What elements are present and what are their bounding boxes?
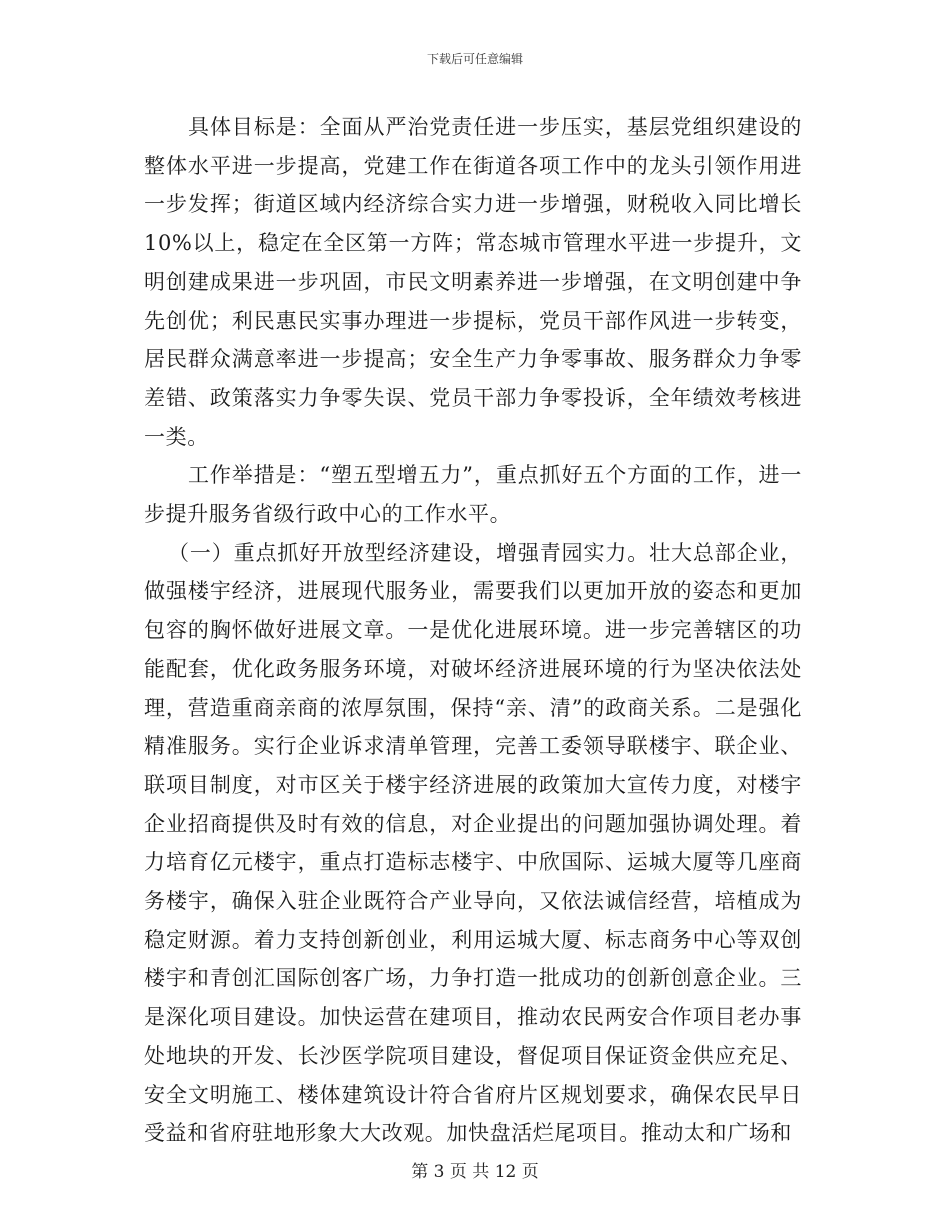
paragraph-measures: 工作举措是：“塑五型增五力”，重点抓好五个方面的工作，进一步提升服务省级行政中心的工作水平。: [144, 463, 802, 527]
paragraph-goals: 具体目标是：全面从严治党责任进一步压实，基层党组织建设的整体水平进一步提高，党建工作在街道各项工作中的龙头引领作用进一步发挥；街道区域内经济综合实力进一步增强，财税收入同比增长10%以上，稳定在全区第一方阵；常态城市管理水平进一步提升，文明创建成果进一步巩固，市民文明素养进一步增强，在文明创建中争先创优；利民惠民实事办理进一步提标，党员干部作风进一步转变，居民群众满意率进一步提高；安全生产力争零事故、服务群众力争零差错、政策落实力争零失误、党员干部力争零投诉，全年绩效考核进一类。: [144, 115, 802, 449]
paragraph-section-one: （一）重点抓好开放型经济建设，增强青园实力。壮大总部企业，做强楼宇经济，进展现代服务业，需要我们以更加开放的姿态和更加包容的胸怀做好进展文章。一是优化进展环境。进一步完善辖区的功能配套，优化政务服务环境，对破坏经济进展环境的行为坚决依法处理，营造重商亲商的浓厚氛围，保持“亲、清”的政商关系。二是强化精准服务。实行企业诉求清单管理，完善工委领导联楼宇、联企业、联项目制度，对市区关于楼宇经济进展的政策加大宣传力度，对楼宇企业招商提供及时有效的信息，对企业提出的问题加强协调处理。着力培育亿元楼宇，重点打造标志楼宇、中欣国际、运城大厦等几座商务楼宇，确保入驻企业既符合产业导向，又依法诚信经营，培植成为稳定财源。着力支持创新创业，利用运城大厦、标志商务中心等双创楼宇和青创汇国际创客广场，力争打造一批成功的创新创意企业。三是深化项目建设。加快运营在建项目，推动农民两安合作项目老办事处地块的开发、长沙医学院项目建设，督促项目保证资金供应充足、安全文明施工、楼体建筑设计符合省府片区规划要求，确保农民早日受益和省府驻地形象大大改观。加快盘活烂尾项目。推动太和广场和: [144, 540, 802, 1146]
document-body: [144, 108, 802, 1153]
page-footer: 第 3 页 共 12 页: [411, 1162, 539, 1182]
page-header: 下载后可任意编辑: [426, 52, 523, 66]
